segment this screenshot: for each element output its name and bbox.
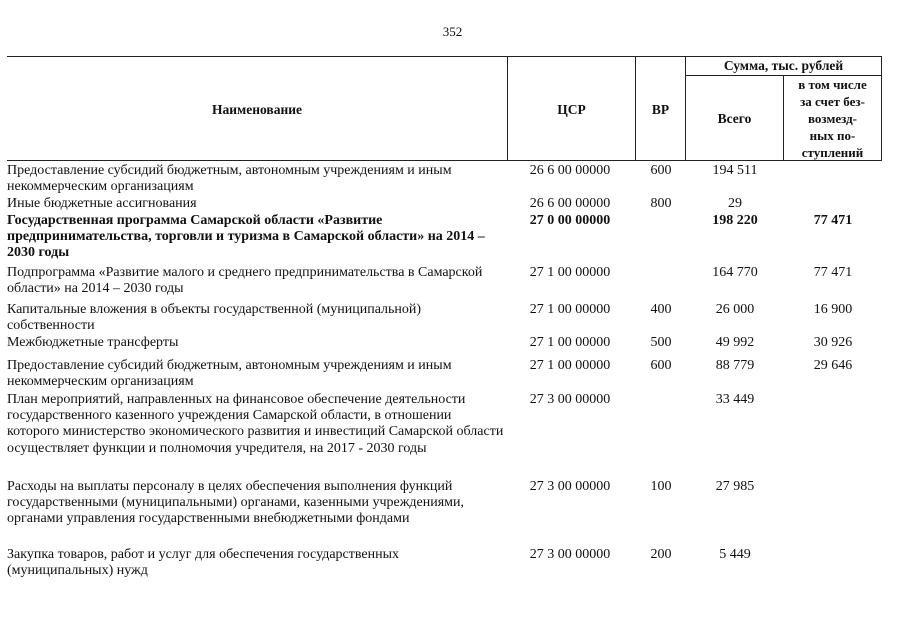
row-gratis: 77 471 [813, 265, 853, 280]
row-name: Межбюджетные трансферты [7, 335, 179, 350]
row-total: 164 770 [712, 265, 758, 280]
row-vr: 200 [650, 547, 672, 562]
row-name: Предоставление субсидий бюджетным, автономным учреждениям и иным некоммерческим организациям [7, 358, 452, 390]
header-name: Наименование [212, 102, 302, 117]
row-name: Закупка товаров, работ и услуг для обеспечения государственных (муниципальных) нужд [7, 547, 400, 579]
header-gratis-line: возмезд- [808, 111, 857, 126]
row-name: Капитальные вложения в объекты государственной (муниципальной) собственности [7, 302, 422, 334]
row-total: 26 000 [715, 302, 755, 317]
row-vr: 400 [650, 302, 672, 317]
row-csr: 27 1 00 00000 [529, 358, 611, 373]
header-sum-group: Сумма, тыс. рублей [723, 58, 844, 73]
row-csr: 27 3 00 00000 [529, 392, 611, 407]
row-total: 33 449 [715, 392, 755, 407]
row-gratis: 77 471 [813, 213, 853, 228]
row-csr: 27 1 00 00000 [529, 265, 611, 280]
row-name: Расходы на выплаты персоналу в целях обеспечения выполнения функций государственными (муниципальными) органами, казенными учреждениями, органами управления государственными внебюджетными фондами [7, 479, 464, 527]
row-vr: 600 [650, 358, 672, 373]
row-vr: 800 [650, 196, 672, 211]
row-vr: 100 [650, 479, 672, 494]
header-csr: ЦСР [557, 102, 586, 117]
row-vr: 600 [650, 163, 672, 178]
row-csr: 27 0 00 00000 [529, 213, 611, 228]
row-csr: 27 1 00 00000 [529, 335, 611, 350]
row-csr: 26 6 00 00000 [529, 196, 611, 211]
row-total: 27 985 [715, 479, 755, 494]
col-divider-right [881, 56, 882, 161]
row-csr: 27 3 00 00000 [529, 547, 611, 562]
row-total: 88 779 [715, 358, 755, 373]
header-gratis-line: ступлений [801, 145, 864, 160]
header-vr: ВР [651, 102, 670, 117]
row-gratis: 30 926 [813, 335, 853, 350]
header-gratis-line: ных по- [809, 128, 856, 143]
row-total: 49 992 [715, 335, 755, 350]
row-vr: 500 [650, 335, 672, 350]
header-gratis [784, 76, 881, 161]
row-name: Государственная программа Самарской области «Развитие предпринимательства, торговли и туризма в Самарской области» на 2014 – 2030 годы [7, 213, 485, 261]
header-total: Всего [717, 111, 752, 126]
page-number: 352 [442, 24, 463, 39]
row-name: План мероприятий, направленных на финансовое обеспечение деятельности государственного казенного учреждения Самарской области, в отношении которого министерство экономического развития и инвестиций Самарской области осуществляет функции и полномочия учредителя, на 2017 - 2030 годы [7, 392, 504, 456]
row-gratis: 16 900 [813, 302, 853, 317]
row-name: Подпрограмма «Развитие малого и среднего предпринимательства в Самарской области» на 2014 – 2030 годы [7, 265, 483, 297]
header-gratis-line: за счет без- [800, 94, 865, 109]
header-gratis-line: в том числе [798, 77, 867, 92]
row-name: Предоставление субсидий бюджетным, автономным учреждениям и иным некоммерческим организациям [7, 163, 452, 195]
row-csr: 27 3 00 00000 [529, 479, 611, 494]
row-csr: 26 6 00 00000 [529, 163, 611, 178]
row-name: Иные бюджетные ассигнования [7, 196, 197, 211]
row-gratis: 29 646 [813, 358, 853, 373]
row-csr: 27 1 00 00000 [529, 302, 611, 317]
row-total: 194 511 [712, 163, 758, 178]
row-total: 198 220 [712, 213, 758, 228]
row-total: 29 [728, 196, 742, 211]
row-total: 5 449 [719, 547, 751, 562]
header-bottom-line [7, 160, 882, 161]
